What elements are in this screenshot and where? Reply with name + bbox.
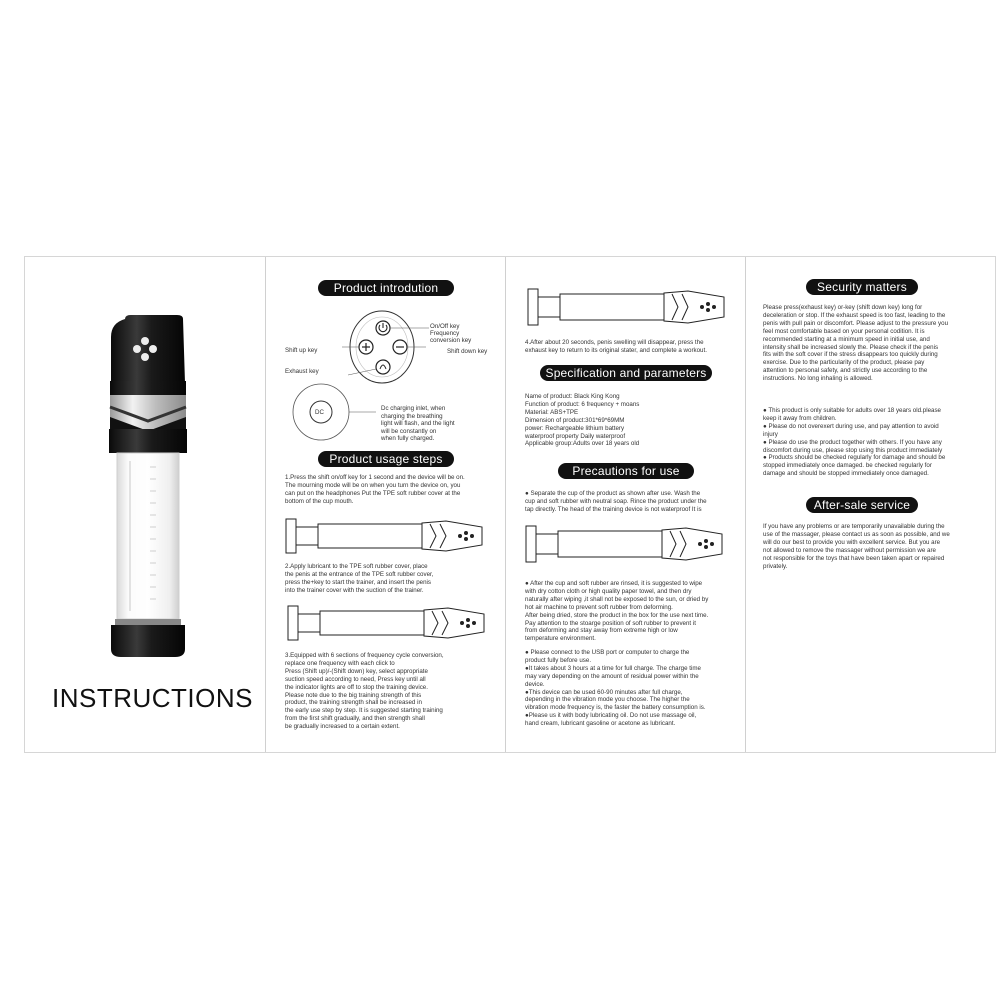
- cover-panel: [25, 257, 265, 752]
- dc-description: Dc charging inlet, when charging the breathing light will flash, and the light will be constantly on when fully charged.: [381, 405, 455, 443]
- instructions-title: INSTRUCTIONS: [52, 683, 253, 713]
- exhaust-icon: [141, 353, 149, 361]
- security-bullets: ● This product is only suitable for adults over 18 years old.please keep it away from children. ● Please do not overexert during use, and pay attention to avoid injury ● Please do use the product together with others. If you have any discomfort during use, please stop using this product immediately ● Products should be checked regularly for damage and should be stopped immediately once damaged. be checked regularly for damage and should be stopped immediately once damaged.: [763, 407, 946, 478]
- intro-panel: [266, 257, 505, 752]
- exhaust-key-label: Exhaust key: [285, 368, 319, 375]
- onoff-icon: [141, 337, 149, 345]
- shift-up-icon: [133, 345, 141, 353]
- device-sideview-4: [524, 522, 724, 568]
- precaution-1: ● Separate the cup of the product as shown after use. Wash the cup and soft rubber with neutral soap. Rince the product under the tap directly. The head of the training device is not waterproof It is: [525, 490, 707, 513]
- security-heading: Security matters: [806, 279, 918, 295]
- spec-list: Name of product: Black King Kong Function of product: 6 frequency + moans Material: ABS+TPE Dimension of product:301*69*69MM power: Rechargeable lithium battery waterproof property Daily waterproof Applicable group:Adults over 18 years old: [525, 393, 640, 448]
- step-1: 1.Press the shift on/off key for 1 second and the device will be on. The mourning mode will be on when you turn the device on, you can put on the headphones Put the TPE soft rubber cover at the bottom of the cup mouth.: [285, 474, 465, 505]
- spec-heading: Specification and parameters: [540, 365, 712, 381]
- after-sale-text: If you have any problems or are temporarily unavailable during the use of the massager, please contact us as soon as possible, and we will do our best to provide you with excellent service. But you are not allowed to remove the massager without permission we are not responsible for the toys that have been taken apart or repaired privately.: [763, 523, 950, 570]
- shift-up-label: Shift up key: [285, 347, 318, 354]
- precaution-3: ● Please connect to the USB port or computer to charge the product fully before use. ●It takes about 3 hours at a time for full charge. The charge time may vary depending on the amount of residual power within the device. ●This device can be used 60-90 minutes after full charge, depending in the vibration mode you choose. The higher the vibration mode frequency is, the faster the battery consumption is. ●Please us it with body lubricating oil. Do not use massage oil, hand cream, lubricant gasoline or acetone as lubricant.: [525, 649, 706, 728]
- after-sale-heading: After-sale service: [806, 497, 918, 513]
- security-panel: [746, 257, 995, 752]
- security-text: Please press(exhaust key) or-key (shift down key) long for deceleration or stop. If the exhaust speed is too fast, leading to the penis with pull pain or discomfort. Please adjust to the pressure you feel most comfortable based on your personal codition. It is recommended starting at a minimum speed in initial use, and intensity shall be increased slowly the. Please check if the penis fits with the soft cover if the stress disappears too quickly during exercise. Due to the particularity of the product, please pay attention to personal safety, and strictly use according to the instructions. No long inhaling is allowed.: [763, 304, 949, 383]
- device-sideview-1: [284, 515, 484, 557]
- step-2: 2.Apply lubricant to the TPE soft rubber cover, place the penis at the entrance of the TPE soft rubber cover, press the+key to start the trainer, and insert the penis into the trainer cover with the suction of the trainer.: [285, 563, 434, 594]
- precaution-2: ● After the cup and soft rubber are rinsed, it is suggested to wipe with dry cotton cloth or high quality paper towel, and then dry naturally after wiping ,it shall not be exposed to the sun, or dried by hot air machine to prevent soft rubber from deforming. After being dried, store the product in the box for the use next time. Pay attention to the stoarge position of soft rubber to prevent it from deforming and stay away from extreme high or low temperature environment.: [525, 580, 709, 643]
- instruction-leaflet: [24, 256, 996, 753]
- product-intro-heading: Product introdution: [318, 280, 454, 296]
- dc-label: DC: [315, 409, 324, 416]
- conversion-key-label: conversion key: [430, 337, 472, 344]
- usage-steps-heading: Product usage steps: [318, 451, 454, 467]
- spec-panel: [506, 257, 745, 752]
- device-sideview-3: [526, 285, 726, 331]
- shift-down-icon: [149, 345, 157, 353]
- step-4: 4.After about 20 seconds, penis swelling will disappear, press the exhaust key to return to its original stater, and complete a workout.: [525, 339, 707, 354]
- frequency-label: Frequency: [430, 330, 460, 337]
- shift-down-label: Shift down key: [447, 348, 488, 355]
- precautions-heading: Precautions for use: [558, 463, 694, 479]
- onoff-label: On/Off key: [430, 323, 460, 330]
- device-sideview-2: [286, 602, 486, 646]
- exhaust-button-icon: [376, 360, 390, 374]
- step-3: 3.Equipped with 6 sections of frequency cycle conversion, replace one frequency with each click to Press (Shift up)/-(Shift down) key, select appropriate suction speed according to need, Press key until all the indicator lights are off to stop the training device. Please note due to the big training strength of this product, the training strength shall be increased in the early use step by step. It is suggested starting training from the first shift gradually, and then strength shall be gradually increased to a certain extent.: [285, 652, 444, 731]
- device-illustration: [25, 257, 265, 677]
